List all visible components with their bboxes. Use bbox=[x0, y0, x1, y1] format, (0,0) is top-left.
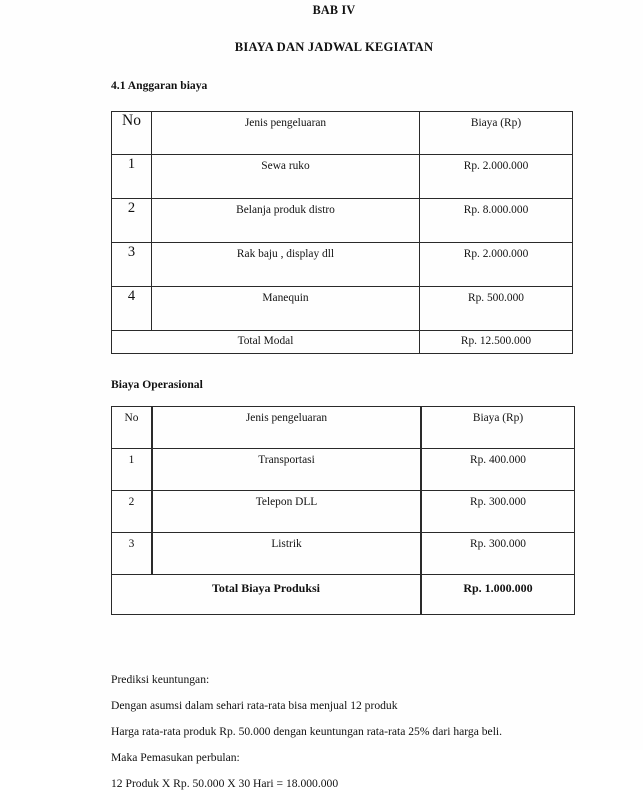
table-biaya-operasional bbox=[111, 406, 575, 615]
cell-total-label: Total Modal bbox=[112, 331, 420, 354]
cell-no: 2 bbox=[112, 491, 153, 533]
cell-jenis-pengeluaran: Rak baju , display dll bbox=[152, 243, 420, 287]
paragraph-prediksi-keuntungan: Prediksi keuntungan: bbox=[111, 673, 210, 686]
paragraph-maka-pemasukan: Maka Pemasukan perbulan: bbox=[111, 751, 240, 764]
cell-no: 4 bbox=[112, 287, 152, 331]
document-content bbox=[111, 0, 557, 797]
table-row bbox=[112, 287, 573, 331]
cell-biaya: Rp. 300.000 bbox=[421, 491, 575, 533]
chapter-subtitle: BIAYA DAN JADWAL KEGIATAN bbox=[234, 40, 434, 54]
cell-biaya: Rp. 300.000 bbox=[421, 533, 575, 575]
column-header-biaya: Biaya (Rp) bbox=[421, 407, 575, 449]
cell-biaya: Rp. 500.000 bbox=[420, 287, 573, 331]
cell-no: 1 bbox=[112, 449, 153, 491]
cell-biaya: Rp. 8.000.000 bbox=[420, 199, 573, 243]
column-header-biaya: Biaya (Rp) bbox=[420, 112, 573, 155]
cell-biaya: Rp. 2.000.000 bbox=[420, 243, 573, 287]
paragraph-perhitungan-pemasukan: 12 Produk X Rp. 50.000 X 30 Hari = 18.000.000 bbox=[111, 777, 339, 790]
table-row bbox=[112, 491, 575, 533]
table-row bbox=[112, 243, 573, 287]
cell-jenis-pengeluaran: Manequin bbox=[152, 287, 420, 331]
paragraph-harga-rata-rata: Harga rata-rata produk Rp. 50.000 dengan keuntungan rata-rata 25% dari harga beli. bbox=[111, 725, 503, 738]
table-row bbox=[112, 449, 575, 491]
section-heading-anggaran-biaya: 4.1 Anggaran biaya bbox=[111, 79, 208, 92]
table-row bbox=[112, 155, 573, 199]
cell-jenis-pengeluaran: Transportasi bbox=[152, 449, 421, 491]
table-total-row bbox=[112, 331, 573, 354]
table-row bbox=[112, 533, 575, 575]
cell-jenis-pengeluaran: Sewa ruko bbox=[152, 155, 420, 199]
table-total-row bbox=[112, 575, 575, 615]
table-row bbox=[112, 199, 573, 243]
cell-biaya: Rp. 2.000.000 bbox=[420, 155, 573, 199]
table-anggaran-biaya bbox=[111, 111, 573, 354]
cell-total-value: Rp. 1.000.000 bbox=[421, 575, 575, 615]
cell-no: 3 bbox=[112, 243, 152, 287]
section-heading-biaya-operasional: Biaya Operasional bbox=[111, 378, 203, 391]
table-header-row bbox=[112, 407, 575, 449]
column-header-no: No bbox=[112, 407, 153, 449]
cell-total-label: Total Biaya Produksi bbox=[112, 575, 422, 615]
cell-no: 3 bbox=[112, 533, 153, 575]
cell-total-value: Rp. 12.500.000 bbox=[420, 331, 573, 354]
cell-no: 1 bbox=[112, 155, 152, 199]
paragraph-asumsi-penjualan: Dengan asumsi dalam sehari rata-rata bisa menjual 12 produk bbox=[111, 699, 398, 712]
cell-jenis-pengeluaran: Telepon DLL bbox=[152, 491, 421, 533]
column-header-jenis-pengeluaran: Jenis pengeluaran bbox=[152, 112, 420, 155]
chapter-title: BAB IV bbox=[312, 3, 356, 17]
cell-jenis-pengeluaran: Listrik bbox=[152, 533, 421, 575]
cell-biaya: Rp. 400.000 bbox=[421, 449, 575, 491]
column-header-no: No bbox=[112, 112, 152, 155]
cell-jenis-pengeluaran: Belanja produk distro bbox=[152, 199, 420, 243]
column-header-jenis-pengeluaran: Jenis pengeluaran bbox=[152, 407, 421, 449]
table-header-row bbox=[112, 112, 573, 155]
cell-no: 2 bbox=[112, 199, 152, 243]
